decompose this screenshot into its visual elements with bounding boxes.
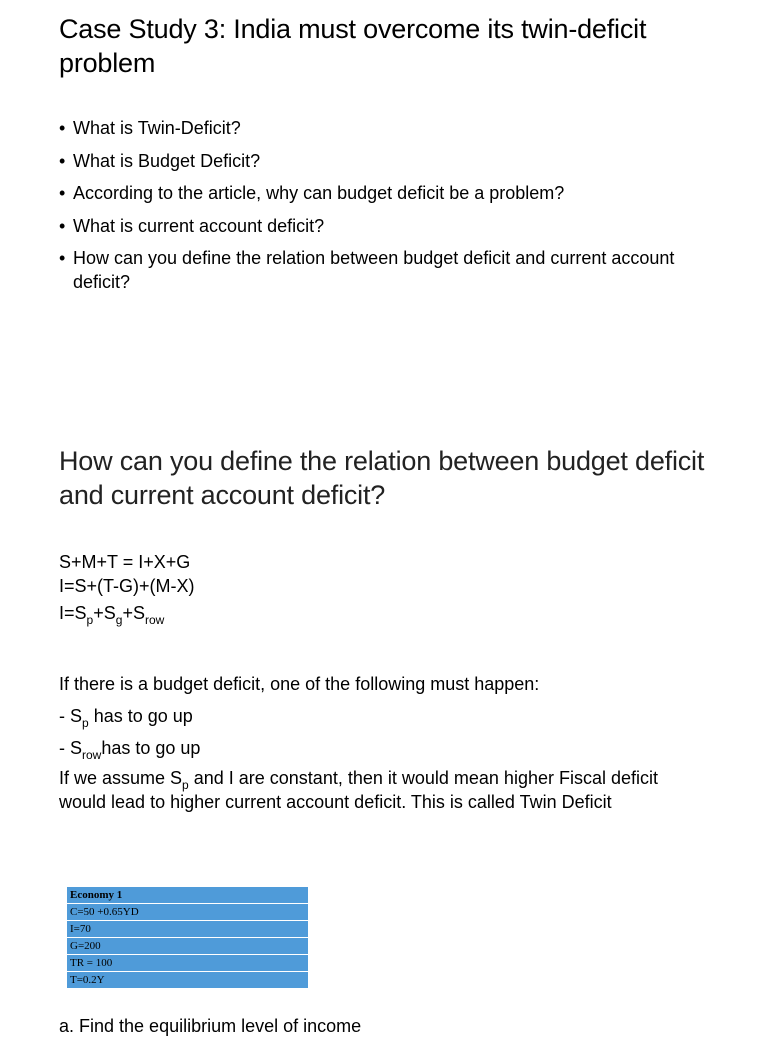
list-item: • How can you define the relation between budget deficit and current account deficit? [59, 248, 675, 292]
slide-title: Case Study 3: India must overcome its twin-deficit problem [59, 14, 647, 78]
table-row [67, 887, 309, 904]
explanation-text [59, 672, 709, 814]
table-row [67, 938, 309, 955]
list-item: • According to the article, why can budget deficit be a problem? [59, 183, 565, 203]
list-item: • What is Twin-Deficit? [59, 118, 241, 138]
table-row [67, 955, 309, 972]
table-cell: TR = 100 [67, 955, 309, 972]
bullet-icon: • [59, 183, 66, 203]
table-row [67, 904, 309, 921]
list-item: - $S_{row}has$ to go up [59, 738, 201, 762]
table-row [67, 921, 309, 938]
list-item: • What is current account deficit? [59, 215, 325, 236]
list-item: - $S_p$ has to go up [59, 706, 193, 730]
equation-1: S+M+T = I+X+G [59, 552, 191, 572]
equation-3: $I=S_p+S_g+S_{row}$ [59, 603, 165, 627]
bullet-icon: • [59, 248, 66, 268]
section-title: How can you define the relation between budget deficit and current account deficit? [59, 446, 705, 510]
intro-text: If there is a budget deficit, one of the following must happen: [59, 674, 540, 694]
table-cell: T=0.2Y [67, 972, 309, 989]
cut-off-question: a. Find the equilibrium level of income [59, 1016, 362, 1036]
table-row [67, 972, 309, 989]
equation-2: I=S+(T-G)+(M-X) [59, 576, 195, 596]
equation-block [59, 550, 195, 625]
conclusion-paragraph: If we assume $S_p$ and I are constant, then it would mean higher Fiscal deficit would lead to higher current account deficit. This is called Twin Deficit [59, 768, 658, 812]
economy-table [66, 886, 309, 989]
question-list [59, 116, 719, 303]
table-heading: Economy 1 [67, 887, 309, 904]
table-cell: G=200 [67, 938, 309, 955]
table-cell: C=50 +0.65YD [67, 904, 309, 921]
list-item: • What is Budget Deficit? [59, 150, 261, 171]
table-cell: I=70 [67, 921, 309, 938]
bullet-icon: • [59, 118, 66, 138]
bullet-icon: • [59, 215, 66, 236]
bullet-icon: • [59, 150, 66, 171]
